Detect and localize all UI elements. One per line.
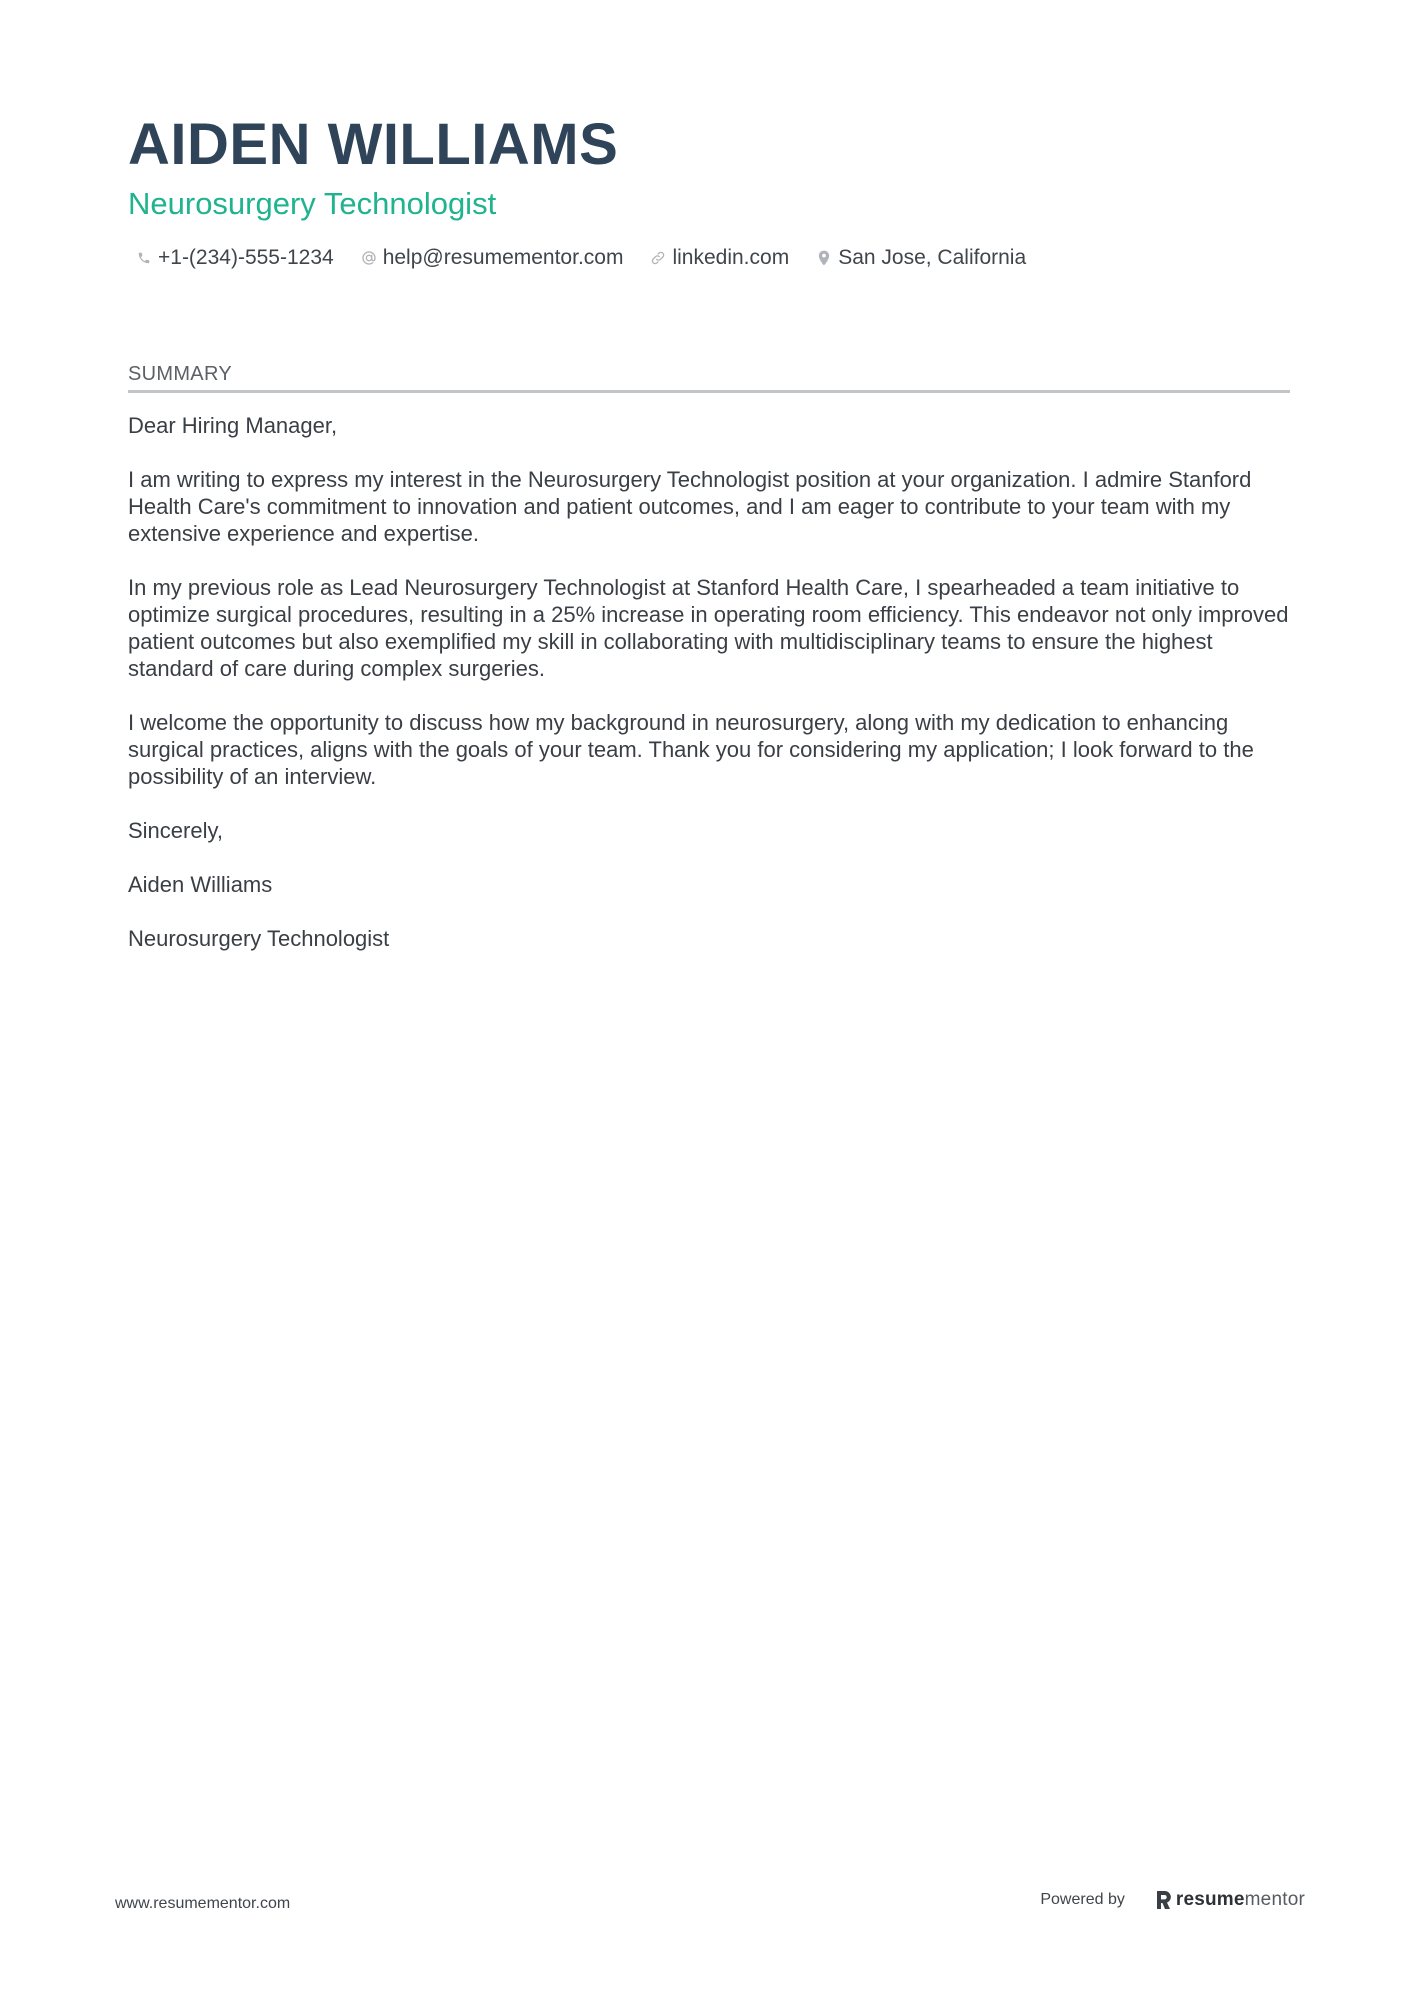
contact-link: [650, 244, 789, 272]
location-pin-icon: [816, 250, 832, 266]
resumementor-logo-icon: [1155, 1890, 1172, 1910]
at-icon: [361, 250, 377, 266]
powered-by-label: Powered by: [1040, 1891, 1125, 1908]
summary-heading: SUMMARY: [128, 360, 1290, 393]
contact-email: [361, 244, 624, 272]
candidate-name: AIDEN WILLIAMS: [128, 112, 619, 177]
location-text: San Jose, California: [838, 246, 1027, 269]
letter-body: [128, 412, 1290, 979]
signature-title: Neurosurgery Technologist: [128, 926, 390, 951]
contact-bar: [136, 244, 1053, 272]
letter-paragraph: I am writing to express my interest in the Neurosurgery Technologist position at your organization. I admire Stanford Health Care's commitment to innovation and patient outcomes, and I am eager to contribute to your team with my extensive experience and expertise.: [128, 467, 1252, 546]
footer-branding: [1040, 1889, 1305, 1911]
letter-paragraph: I welcome the opportunity to discuss how my background in neurosurgery, along with my dedication to enhancing surgical practices, aligns with the goals of your team. Thank you for considering my application; I look forward to the possibility of an interview.: [128, 710, 1254, 789]
candidate-role: Neurosurgery Technologist: [128, 186, 497, 221]
link-text: linkedin.com: [672, 246, 790, 269]
email-text: help@resumementor.com: [382, 246, 624, 269]
footer-website[interactable]: www.resumementor.com: [115, 1895, 291, 1912]
brand-logo[interactable]: [1155, 1889, 1305, 1911]
salutation: Dear Hiring Manager,: [128, 413, 338, 438]
closing: Sincerely,: [128, 818, 223, 843]
brand-text-bold: resume: [1175, 1889, 1245, 1910]
letter-paragraph: In my previous role as Lead Neurosurgery Technologist at Stanford Health Care, I spearheaded a team initiative to optimize surgical procedures, resulting in a 25% increase in operating room efficiency. This endeavor not only improved patient outcomes but also exemplified my skill in collaborating with multidisciplinary teams to ensure the highest standard of care during complex surgeries.: [128, 575, 1289, 681]
contact-location: [816, 244, 1026, 272]
signature-name: Aiden Williams: [128, 872, 273, 897]
contact-phone: [136, 244, 334, 272]
phone-text: +1-(234)-555-1234: [158, 246, 334, 269]
phone-icon: [136, 250, 152, 266]
link-icon: [650, 250, 666, 266]
brand-text-light: mentor: [1244, 1889, 1305, 1910]
